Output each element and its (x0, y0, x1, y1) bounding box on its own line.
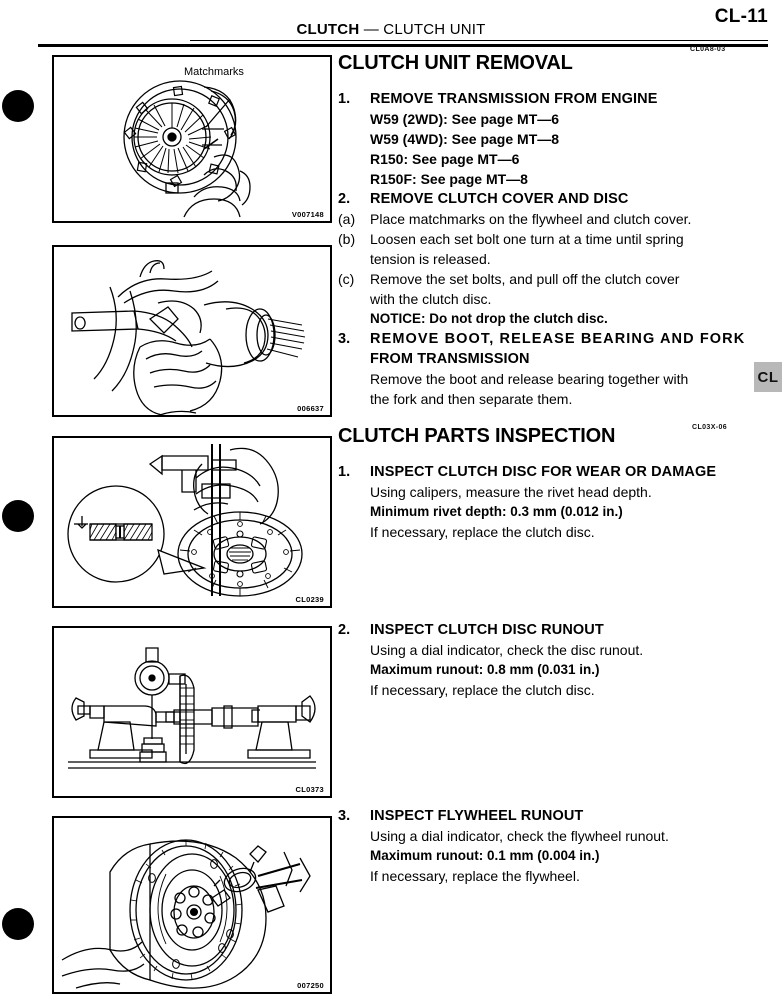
step-title: INSPECT FLYWHEEL RUNOUT (370, 808, 584, 824)
step-number: 2. (338, 191, 351, 207)
section-heading-removal: CLUTCH UNIT REMOVAL (338, 52, 573, 74)
binder-hole-icon (2, 500, 34, 532)
step-3 (338, 329, 768, 409)
step-line: Using calipers, measure the rivet head depth. (370, 484, 652, 500)
step-line: R150: See page MT—6 (370, 151, 520, 167)
inspection-step-2-block (338, 620, 768, 700)
step-line: Using a dial indicator, check the disc runout. (370, 642, 644, 658)
substep-label: (c) (338, 271, 355, 287)
step-number: 1. (338, 91, 351, 107)
step-line: R150F: See page MT—8 (370, 171, 528, 187)
substep-line: tension is released. (370, 251, 491, 267)
figure-clutch-disc-runout-setup (52, 626, 332, 798)
step-line: the fork and then separate them. (370, 391, 573, 407)
step-title: INSPECT CLUTCH DISC RUNOUT (370, 622, 604, 638)
running-header-sub: CLUTCH UNIT (383, 21, 486, 38)
inspection-step-2 (338, 620, 768, 700)
section-code-inspection: CL03X-06 (692, 424, 728, 431)
substep-a (338, 209, 768, 229)
running-header (0, 21, 782, 38)
spec-value: Maximum runout: 0.8 mm (0.031 in.) (370, 662, 600, 677)
binder-hole-icon (2, 908, 34, 940)
section-clutch-unit-removal (338, 52, 768, 409)
running-header-main: CLUTCH (296, 21, 360, 38)
substep-label: (b) (338, 231, 356, 247)
step-title: INSPECT CLUTCH DISC FOR WEAR OR DAMAGE (370, 464, 717, 480)
step-line: Using a dial indicator, check the flywheel runout. (370, 828, 669, 844)
step-2 (338, 189, 768, 209)
notice-text: NOTICE: Do not drop the clutch disc. (370, 311, 608, 326)
spec-value: Minimum rivet depth: 0.3 mm (0.012 in.) (370, 504, 623, 519)
inspection-step-1 (338, 462, 768, 542)
section-code-removal: CL0A8-03 (690, 46, 726, 53)
page-number: CL-11 (714, 6, 768, 27)
section-thumb-tab: CL (754, 362, 782, 392)
step-line: If necessary, replace the flywheel. (370, 868, 580, 884)
substep-c (338, 269, 768, 329)
substep-b (338, 229, 768, 269)
figure-code: CL0239 (295, 595, 324, 604)
substep-line: Remove the set bolts, and pull off the clutch cover (370, 271, 680, 287)
figure-code: V007148 (291, 210, 324, 219)
step-title-line-1: REMOVE BOOT, RELEASE BEARING AND FORK (370, 331, 746, 347)
step-line: W59 (2WD): See page MT—6 (370, 111, 560, 127)
figure-code: CL0373 (295, 785, 324, 794)
running-header-separator: — (359, 21, 384, 38)
substep-label: (a) (338, 211, 356, 227)
step-line: If necessary, replace the clutch disc. (370, 524, 595, 540)
inspection-step-3-block (338, 806, 768, 886)
substep-line: Loosen each set bolt one turn at a time until spring (370, 231, 684, 247)
figure-clutch-cover-matchmarks (52, 55, 332, 223)
figure-rivet-depth-measurement (52, 436, 332, 608)
step-1 (338, 89, 768, 189)
inspection-step-3 (338, 806, 768, 886)
step-line: W59 (4WD): See page MT—8 (370, 131, 560, 147)
step-title-line-2: FROM TRANSMISSION (370, 351, 530, 367)
step-line: Remove the boot and release bearing together with (370, 371, 689, 387)
figure-flywheel-runout-setup (52, 816, 332, 994)
step-number: 2. (338, 622, 351, 638)
binder-hole-icon (2, 90, 34, 122)
figure-code: 007250 (297, 981, 324, 990)
step-title: REMOVE TRANSMISSION FROM ENGINE (370, 91, 658, 107)
step-number: 1. (338, 464, 351, 480)
header-rule-thick (38, 44, 768, 47)
substep-line: with the clutch disc. (370, 291, 492, 307)
substep-line: Place matchmarks on the flywheel and clutch cover. (370, 211, 692, 227)
figure-code: 006637 (297, 404, 324, 413)
section-heading-inspection: CLUTCH PARTS INSPECTION (338, 425, 616, 447)
section-clutch-parts-inspection (338, 425, 768, 542)
step-number: 3. (338, 808, 351, 824)
header-rule-thin (190, 40, 768, 41)
step-title: REMOVE CLUTCH COVER AND DISC (370, 191, 629, 207)
spec-value: Maximum runout: 0.1 mm (0.004 in.) (370, 848, 600, 863)
figure-release-bearing-fork-removal (52, 245, 332, 417)
step-line: If necessary, replace the clutch disc. (370, 682, 595, 698)
figure-callout-matchmarks: Matchmarks (184, 66, 244, 78)
step-number: 3. (338, 331, 351, 347)
